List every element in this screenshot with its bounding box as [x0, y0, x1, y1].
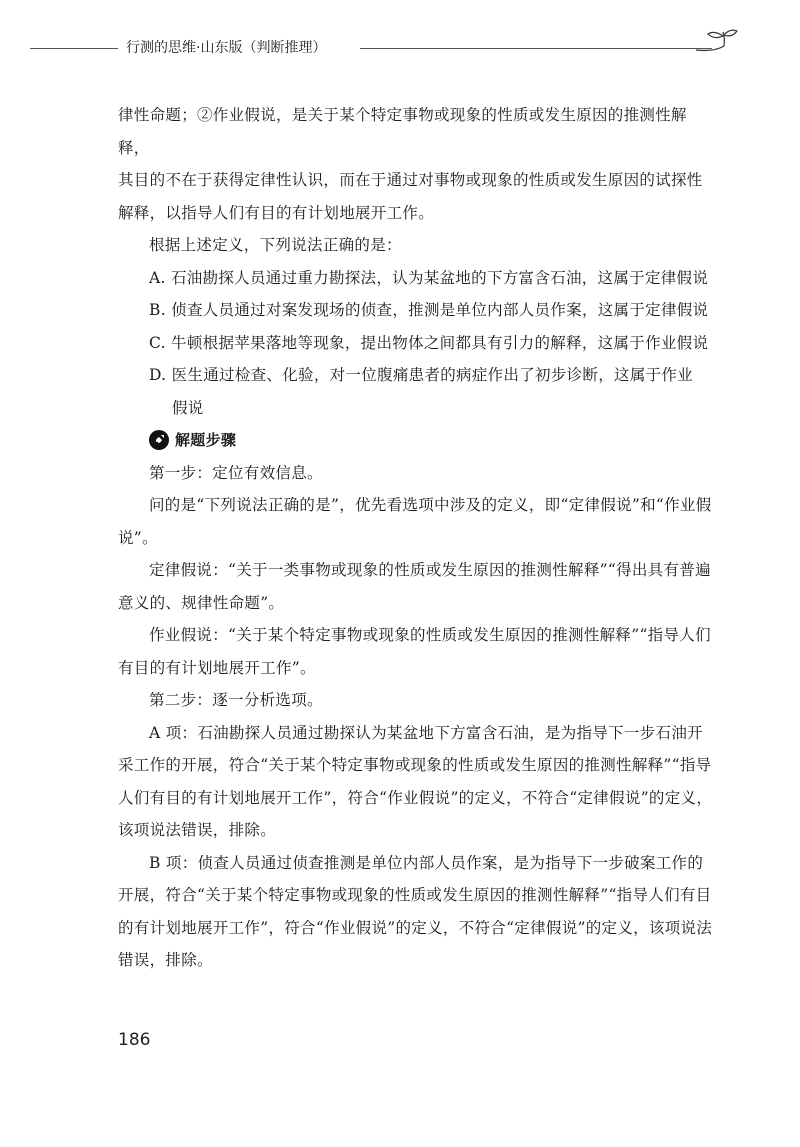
step-one: 第一步：定位有效信息。: [149, 463, 323, 482]
option-b: B. 侦查人员通过对案发现场的侦查，推测是单位内部人员作案，这属于定律假说: [149, 301, 709, 319]
header-rule-right: [360, 48, 712, 49]
option-b-analysis: B 项：侦查人员通过侦查推测是单位内部人员作案，是为指导下一步破案工作的开展，符合“关于某个特定事物或现象的性质或发生原因的推测性解释”“指导人们有目的有计划地展开工作”，符合“作业假说”的定义，不符合“定律假说”的定义，该项说法错误，排除。: [118, 853, 713, 969]
passage-line: 其目的不在于获得定律性认识，而在于通过对事物或现象的性质或发生原因的试探性: [118, 171, 703, 189]
header-rule-left: [30, 48, 118, 49]
passage-line: 律性命题；②作业假说，是关于某个特定事物或现象的性质或发生原因的推测性解释，: [118, 106, 687, 157]
option-c: C. 牛顿根据苹果落地等现象，提出物体之间都具有引力的解释，这属于作业假说: [149, 333, 709, 352]
running-header: [30, 36, 720, 60]
step-two: 第二步：逐一分析选项。: [149, 691, 323, 709]
page-number: 186: [118, 1030, 151, 1050]
option-d: D. 医生通过检查、化验，对一位腹痛患者的病症作出了初步诊断，这属于作业: [149, 366, 694, 384]
definition-work-hypothesis: 作业假说：“关于某个特定事物或现象的性质或发生原因的推测性解释”“指导人们有目的有计划地展开工作”。: [118, 626, 711, 677]
header-title: 行测的思维·山东版（判断推理）: [126, 40, 327, 56]
question-stem: 根据上述定义，下列说法正确的是：: [149, 236, 402, 254]
definition-law-hypothesis: 定律假说：“关于一类事物或现象的性质或发生原因的推测性解释”“得出具有普遍意义的、规律性命题”。: [118, 561, 711, 612]
rocket-icon: [149, 430, 169, 450]
option-a-analysis: A 项：石油勘探人员通过勘探认为某盆地下方富含石油，是为指导下一步石油开采工作的开展，符合“关于某个特定事物或现象的性质或发生原因的推测性解释”“指导人们有目的有计划地展开工作”，符合“作业假说”的定义，不符合“定律假说”的定义，该项说法错误，排除。: [118, 723, 713, 839]
solution-heading-label: 解题步骤: [175, 431, 237, 449]
solution-heading: [118, 424, 716, 457]
option-d-continued: 假说: [172, 398, 204, 417]
passage-line: 解释，以指导人们有目的有计划地展开工作。: [118, 203, 435, 222]
step-one-paragraph: 问的是“下列说法正确的是”，优先看选项中涉及的定义，即“定律假说”和“作业假说”。: [118, 496, 712, 547]
page-body: [118, 99, 716, 977]
option-a: A. 石油勘探人员通过重力勘探法，认为某盆地的下方富含石油，这属于定律假说: [149, 268, 709, 287]
sprout-icon: [694, 28, 740, 58]
